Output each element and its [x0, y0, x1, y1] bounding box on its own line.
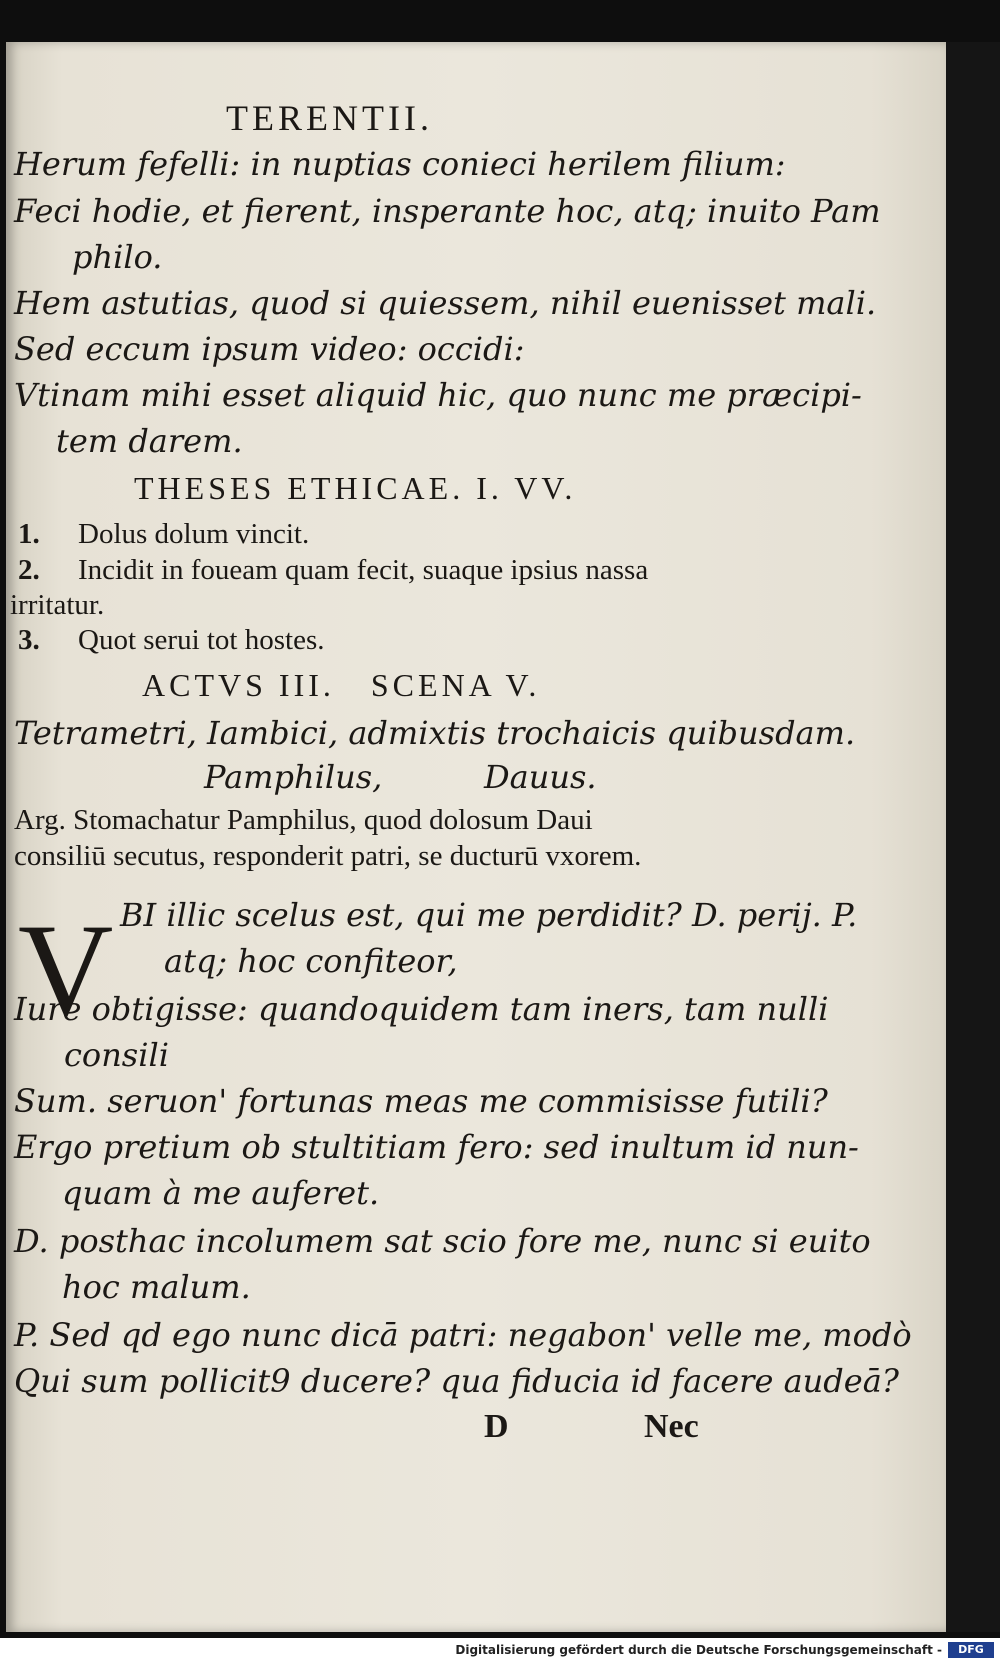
argument-line-1: Arg. Stomachatur Pamphilus, quod dolosum Daui	[14, 804, 593, 836]
thesis-3-text: Quot serui tot hostes.	[78, 624, 325, 656]
verse-b-line-2: atq; hoc confiteor,	[164, 942, 458, 980]
verse-b-line-10: P. Sed qd ego nunc dicā patri: negabon' velle me, modò	[14, 1316, 912, 1354]
thesis-1-number: 1.	[18, 518, 40, 550]
catchword: Nec	[644, 1408, 699, 1445]
verse-b-line-9: hoc malum.	[62, 1268, 251, 1306]
signature-mark: D	[484, 1408, 509, 1445]
thesis-1-text: Dolus dolum vincit.	[78, 518, 310, 550]
drop-cap: V	[18, 896, 114, 1043]
verse-line-2: Feci hodie, et fierent, insperante hoc, atq; inuito Pam	[14, 192, 881, 230]
thesis-2-text: Incidit in foueam quam fecit, suaque ipsius nassa	[78, 554, 649, 586]
verse-b-line-1: BI illic scelus est, qui me perdidit? D. perij. P.	[120, 896, 858, 934]
verse-b-line-4: consili	[64, 1036, 169, 1074]
argument-line-2: consiliū secutus, responderit patri, se ducturū vxorem.	[14, 840, 642, 872]
thesis-3	[18, 624, 325, 657]
act-scene-heading: ACTVS III. SCENA V.	[142, 667, 541, 703]
verse-b-line-3: Iure obtigisse: quandoquidem tam iners, tam nulli	[14, 990, 829, 1028]
verse-line-7: tem darem.	[56, 422, 243, 460]
verse-b-line-11: Qui sum pollicit9 ducere? qua fiducia id facere audeā?	[14, 1362, 899, 1400]
thesis-3-number: 3.	[18, 624, 40, 656]
page-edge-shadow	[946, 42, 1000, 1632]
verse-line-5: Sed eccum ipsum video: occidi:	[14, 330, 525, 368]
theses-heading: THESES ETHICAE. I. VV.	[134, 470, 577, 506]
thesis-2-number: 2.	[18, 554, 40, 586]
digitization-credit: Digitalisierung gefördert durch die Deutsche Forschungsgemeinschaft -	[0, 1638, 1000, 1663]
book-page	[6, 42, 946, 1632]
speakers-line: Pamphilus, Dauus.	[204, 758, 597, 796]
thesis-2-cont: irritatur.	[10, 589, 105, 621]
verse-line-3: philo.	[72, 238, 163, 276]
thesis-2	[18, 554, 648, 587]
thesis-1	[18, 518, 309, 551]
verse-line-4: Hem astutias, quod si quiessem, nihil euenisset mali.	[14, 284, 877, 322]
verse-line-1: Herum fefelli: in nuptias conieci herilem filium:	[14, 145, 786, 183]
verse-b-line-7: quam à me auferet.	[62, 1174, 380, 1212]
running-head: TERENTII.	[226, 98, 433, 138]
meter-line: Tetrametri, Iambici, admixtis trochaicis quibusdam.	[14, 714, 856, 752]
verse-b-line-5: Sum. seruon' fortunas meas me commisisse futili?	[14, 1082, 828, 1120]
verse-b-line-8: D. posthac incolumem sat scio fore me, nunc si euito	[14, 1222, 871, 1260]
verse-line-6: Vtinam mihi esset aliquid hic, quo nunc me præcipi-	[14, 376, 862, 414]
dfg-logo: DFG	[948, 1642, 994, 1658]
verse-b-line-6: Ergo pretium ob stultitiam fero: sed inultum id nun-	[14, 1128, 859, 1166]
